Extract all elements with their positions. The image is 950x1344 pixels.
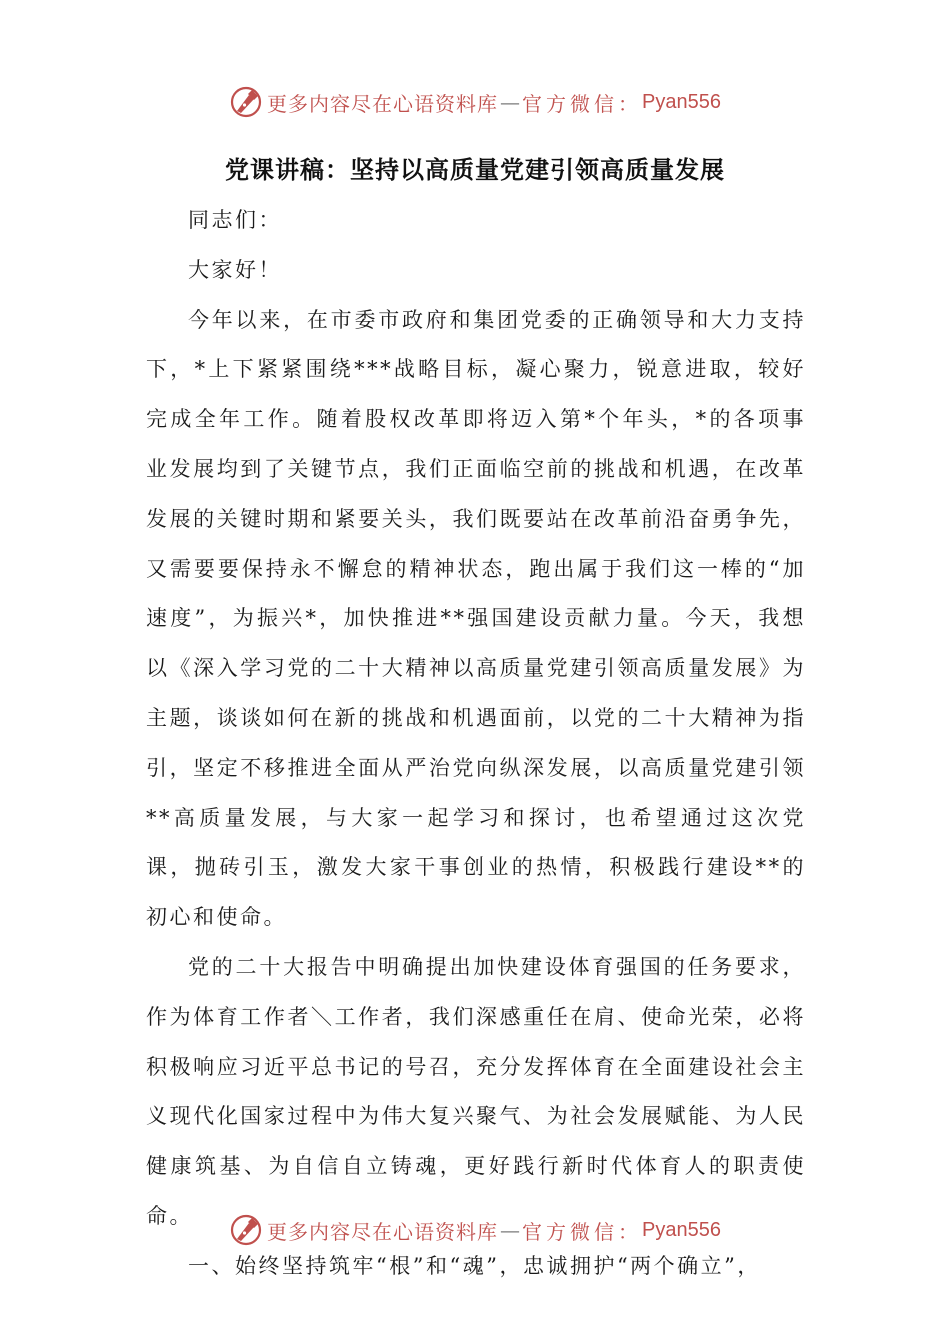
watermark-site-name: 更多内容尽在心语资料库 xyxy=(267,1219,499,1244)
watermark-wechat-label: 官方微信： xyxy=(522,91,643,116)
document-title: 党课讲稿：坚持以高质量党建引领高质量发展 xyxy=(225,156,725,184)
paragraph: 今年以来，在市委市政府和集团党委的正确领导和大力支持下，*上下紧紧围绕***战略目标，凝心聚力，锐意进取，较好完成全年工作。随着股权改革即将迈入第*个年头，*的各项事业发展均到了关键节点，我们正面临空前的挑战和机遇，在改革发展的关键时期和紧要关头，我们既要站在改革前沿奋勇争先，又需要要保持永不懈怠的精神状态，跑出属于我们这一棒的“加速度”，为振兴*，加快推进**强国建设贡献力量。今天，我想以《深入学习党的二十大精神以高质量党建引领高质量发展》为主题，谈谈如何在新的挑战和机遇面前，以党的二十大精神为指引，坚定不移推进全面从严治党向纵深发展，以高质量党建引领**高质量发展，与大家一起学习和探讨，也希望通过这次党课，抛砖引玉，激发大家干事创业的热情，积极践行建设**的初心和使命。 xyxy=(146,307,806,930)
watermark-header xyxy=(0,80,950,124)
section-heading: 一、始终坚持筑牢“根”和“魂”，忠诚拥护“两个确立”， xyxy=(188,1253,761,1278)
document-body xyxy=(146,196,806,1292)
pen-nib-icon xyxy=(229,85,263,119)
watermark-dash: — xyxy=(500,90,521,114)
watermark-site-name: 更多内容尽在心语资料库 xyxy=(267,91,499,116)
watermark-wechat-id: Pyan556 xyxy=(642,90,721,113)
greeting: 大家好！ xyxy=(188,257,282,282)
watermark-wechat-label: 官方微信： xyxy=(522,1219,643,1244)
pen-nib-icon xyxy=(229,1213,263,1247)
watermark-dash: — xyxy=(500,1218,521,1242)
watermark-footer xyxy=(0,1208,950,1252)
paragraph: 党的二十大报告中明确提出加快建设体育强国的任务要求，作为体育工作者＼工作者，我们深感重任在肩、使命光荣，必将积极响应习近平总书记的号召，充分发挥体育在全面建设社会主义现代化国家过程中为伟大复兴聚气、为社会发展赋能、为人民健康筑基、为自信自立铸魂，更好践行新时代体育人的职责使命。 xyxy=(146,954,806,1228)
salutation: 同志们： xyxy=(188,208,282,232)
watermark-wechat-id: Pyan556 xyxy=(642,1218,721,1241)
